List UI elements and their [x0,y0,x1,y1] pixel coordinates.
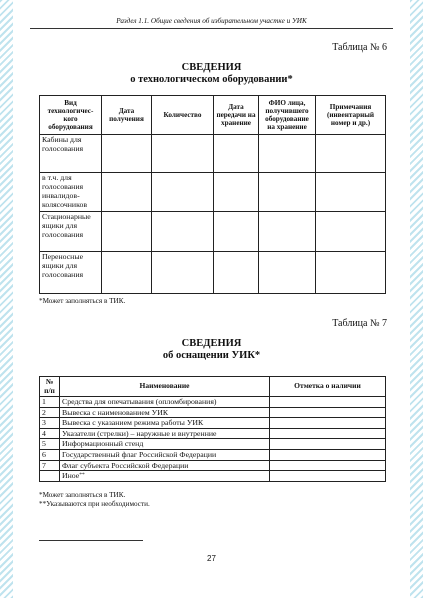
item-name-other [60,471,270,482]
table-cell [270,428,386,439]
row-number: 4 [40,428,60,439]
table7-title-line2: об оснащении УИК* [162,350,261,361]
section-header: Раздел 1.1. Общие сведения об избирательном участке и УИК [30,17,393,29]
equipment-type-cell: Кабины для голосования [40,135,102,173]
column-header: Отметка о наличии [270,377,386,397]
item-name: Информационный стенд [60,439,270,450]
column-header: Примечания (инвентарный номер и др.) [316,96,386,135]
table-cell [152,173,214,212]
item-name: Указатели (стрелки) – наружные и внутренние [60,428,270,439]
item-name: Средства для опечатывания (опломбирования) [60,397,270,408]
left-decorative-stripe [0,0,13,598]
table-cell [102,252,152,294]
footnote-separator [39,540,143,541]
table7-title-line1: СВЕДЕНИЯ [181,338,242,349]
column-header: Наименование [60,377,270,397]
table7-footnote-2: **Указываются при необходимости. [39,500,150,508]
table-cell [316,135,386,173]
table-cell [316,252,386,294]
table-header-row [40,96,386,135]
column-header: Дата получения [102,96,152,135]
table-cell [270,407,386,418]
footnote-mark: ** [79,472,85,479]
table-cell [214,212,259,252]
table-row [40,439,386,450]
table-row [40,397,386,408]
table6-title-line1: СВЕДЕНИЯ [181,62,242,73]
table-cell [259,173,316,212]
page-number: 27 [207,554,216,563]
row-number: 1 [40,397,60,408]
table-cell [259,135,316,173]
item-name: Флаг субъекта Российской Федерации [60,460,270,471]
table-cell [270,418,386,429]
table-cell [270,471,386,482]
column-header: Количество [152,96,214,135]
other-label: Иное [62,471,80,481]
table-cell [270,397,386,408]
table-row [40,173,386,212]
table6-title [30,62,393,86]
table-row [40,471,386,482]
table-row [40,407,386,418]
right-decorative-stripe [410,0,423,598]
table-cell [152,252,214,294]
table-row [40,449,386,460]
table-header-row [40,377,386,397]
table7-footnote-1: *Может заполняться в ТИК. [39,491,126,499]
row-number: 6 [40,449,60,460]
column-header: ФИО лица, получившего оборудование на хранение [259,96,316,135]
table-cell [152,212,214,252]
table-cell [102,135,152,173]
table-cell [214,252,259,294]
table-cell [270,439,386,450]
row-number [40,471,60,482]
column-header: № п/п [40,377,60,397]
table-cell [214,173,259,212]
table6-number: Таблица № 6 [332,42,387,53]
table-row [40,460,386,471]
table7-number: Таблица № 7 [332,318,387,329]
table6-footnote: *Может заполняться в ТИК. [39,297,126,305]
column-header: Дата передачи на хранение [214,96,259,135]
row-number: 5 [40,439,60,450]
row-number: 2 [40,407,60,418]
uik-equipment-table [39,376,386,482]
table6-title-line2: о технологическом оборудовании* [130,74,293,85]
table-row [40,418,386,429]
row-number: 7 [40,460,60,471]
table-cell [214,135,259,173]
equipment-type-cell: Переносные ящики для голосования [40,252,102,294]
table-cell [316,173,386,212]
equipment-type-cell: Стационарные ящики для голосования [40,212,102,252]
table-row [40,212,386,252]
item-name: Вывеска с наименованием УИК [60,407,270,418]
column-header: Вид технологичес-кого оборудования [40,96,102,135]
equipment-table [39,95,386,294]
table-cell [102,212,152,252]
table-row [40,252,386,294]
row-number: 3 [40,418,60,429]
item-name: Государственный флаг Российской Федерации [60,449,270,460]
table-cell [152,135,214,173]
table-cell [259,252,316,294]
table7-title [30,338,393,362]
table-cell [316,212,386,252]
table-cell [270,449,386,460]
table-cell [259,212,316,252]
table-cell [270,460,386,471]
table-row [40,135,386,173]
table-cell [102,173,152,212]
item-name: Вывеска с указанием режима работы УИК [60,418,270,429]
table-row [40,428,386,439]
equipment-type-cell: в т.ч. для голосования инвалидов-колясочников [40,173,102,212]
